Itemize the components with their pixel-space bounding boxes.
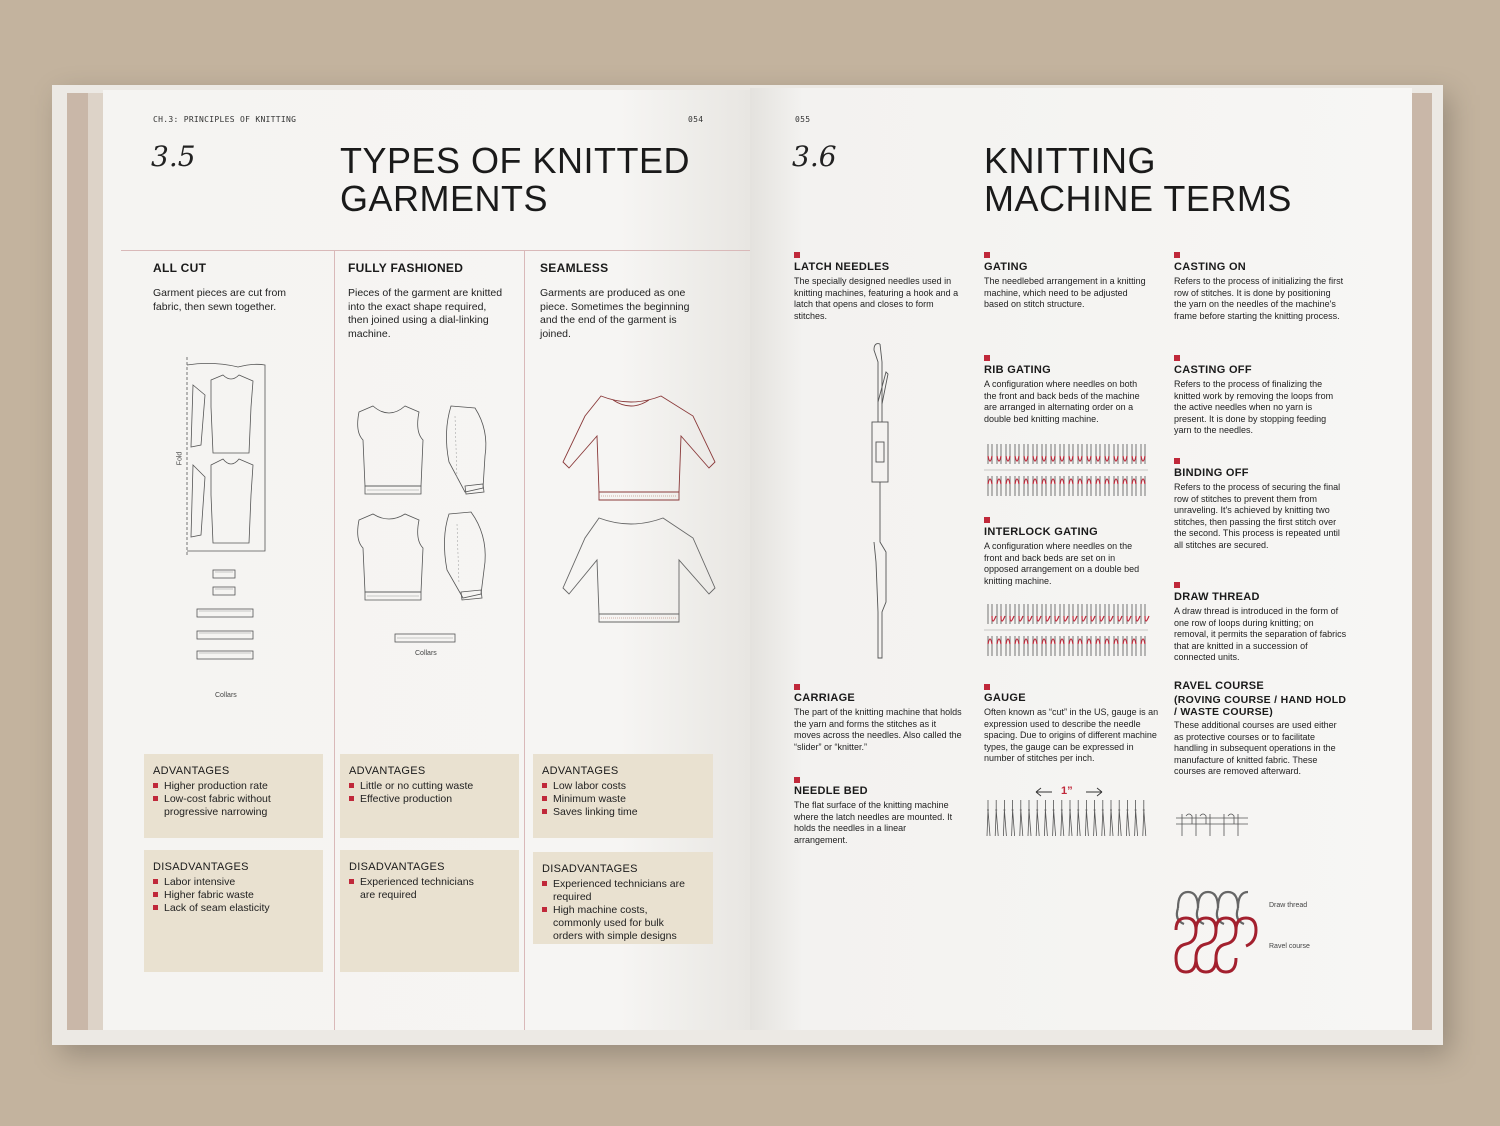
fullyfashioned-disadvantages-heading: DISADVANTAGES: [349, 861, 445, 873]
stitch-loop: [1019, 616, 1023, 621]
needle-mark: [988, 604, 992, 624]
bullet-square: [984, 517, 990, 523]
seamless-sweaters-illustration: [543, 392, 719, 627]
right-page: [750, 88, 1412, 1030]
gauge-needle: [1110, 800, 1113, 836]
gauge-arrows: [1036, 788, 1102, 796]
latch-needle-illustration: [868, 342, 898, 662]
term-latch-needles-text: The specially designed needles used in knitting machines, featuring a hook and a latch that opens and closes to form stitches.: [794, 276, 959, 321]
stitch-loop: [1078, 479, 1082, 484]
seamless-disadvantage-item: High machine costs, commonly used for bulk orders with simple designs: [542, 904, 687, 943]
left-page: [103, 90, 750, 1030]
needle-mark: [1042, 604, 1046, 624]
term-draw-thread-heading: DRAW THREAD: [1174, 591, 1260, 603]
stitch-loop: [1078, 639, 1082, 644]
fullyfashioned-advantage-item: Effective production: [349, 793, 514, 806]
needle-mark: [1141, 604, 1145, 624]
needle-mark: [1096, 604, 1100, 624]
gauge-needle: [1012, 800, 1015, 836]
term-binding-off-text: Refers to the process of securing the final row of stitches to prevent them from unraveling. It's achieved by knitting two stitches, then passing the first stitch over the second. This process is repeated until all stitches are secured.: [1174, 482, 1341, 550]
term-latch-needles-heading: LATCH NEEDLES: [794, 261, 890, 273]
term-carriage-text: The part of the knitting machine that holds the yarn and forms the stitches as it moves across the needles. Also called the “slider” or “knitter.”: [794, 707, 962, 752]
stitch-loop: [1042, 479, 1046, 484]
stitch-loop: [1141, 479, 1145, 484]
seamless-advantages-heading: ADVANTAGES: [542, 765, 619, 777]
needle-mark: [1033, 604, 1037, 624]
seamless-disadvantages-heading: DISADVANTAGES: [542, 863, 638, 875]
needle-mark: [1024, 604, 1028, 624]
stitch-loop: [1060, 639, 1064, 644]
fullyfashioned-advantages-heading: ADVANTAGES: [349, 765, 426, 777]
page-edges-right: [1412, 93, 1432, 1030]
stitch-loop: [997, 639, 1001, 644]
needle-mark: [1069, 604, 1073, 624]
term-gauge-text: Often known as “cut” in the US, gauge is an expression used to describe the needle spacing. Due to origins of different machine types, the gauge can be expressed in number of stitches per inch.: [984, 707, 1159, 763]
stitch-loop: [1064, 616, 1068, 621]
page-edges-left: [67, 93, 89, 1030]
stitch-loop: [1069, 639, 1073, 644]
gauge-needle: [1036, 800, 1039, 836]
term-rib-gating-text: A configuration where needles on both the front and back beds of the machine are arranged in alternating order on a double bed knitting machine.: [984, 379, 1140, 424]
stitch-loop: [1055, 616, 1059, 621]
needle-mark: [1006, 604, 1010, 624]
allcut-advantages-box: [144, 754, 323, 838]
stitch-loop: [1105, 639, 1109, 644]
ravel-course-loops-diagram: [1170, 888, 1260, 978]
gauge-needle: [1085, 800, 1088, 836]
stitch-loop: [1096, 479, 1100, 484]
stitch-loop: [1042, 456, 1046, 461]
gauge-needle: [1135, 800, 1138, 836]
bullet-square: [794, 252, 800, 258]
stitch-loop: [997, 479, 1001, 484]
bullet-square: [984, 252, 990, 258]
allcut-pattern-illustration: [183, 355, 273, 715]
col-seamless-heading: SEAMLESS: [540, 261, 609, 275]
gauge-measure-label: 1”: [1061, 785, 1073, 797]
stitch-loop: [997, 456, 1001, 461]
term-casting-off-heading: CASTING OFF: [1174, 364, 1252, 376]
col-seamless-description: Garments are produced as one piece. Sometimes the beginning and the end of the garment is joined.: [540, 287, 690, 340]
bullet-square: [1174, 458, 1180, 464]
allcut-advantages-heading: ADVANTAGES: [153, 765, 230, 777]
gauge-needle: [1061, 800, 1064, 836]
stitch-loop: [1015, 639, 1019, 644]
stitch-loop: [1118, 616, 1122, 621]
stitch-loop: [1096, 456, 1100, 461]
running-header: CH.3: PRINCIPLES OF KNITTING: [153, 115, 297, 124]
allcut-disadvantage-item: Higher fabric waste: [153, 889, 318, 902]
gauge-needle: [1126, 800, 1129, 836]
stitch-loop: [1060, 456, 1064, 461]
stitch-loop: [1042, 639, 1046, 644]
stitch-loop: [988, 639, 992, 644]
fullyfashioned-collars-label: Collars: [415, 650, 437, 657]
term-casting-on-heading: CASTING ON: [1174, 261, 1247, 273]
stitch-loop: [1091, 616, 1095, 621]
gauge-needle: [987, 800, 990, 836]
seamless-advantage-item: Saves linking time: [542, 806, 707, 819]
stitch-loop: [1145, 616, 1149, 621]
col-fullyfashioned-heading: FULLY FASHIONED: [348, 261, 464, 275]
stitch-loop: [1105, 479, 1109, 484]
term-casting-off-text: Refers to the process of finalizing the knitted work by removing the loops from the active needles when no yarn is present. It is done by stopping feeding yarn to the needles.: [1174, 379, 1334, 435]
gauge-needle: [1118, 800, 1121, 836]
needle-mark: [1123, 604, 1127, 624]
stitch-loop: [1136, 616, 1140, 621]
fullyfashioned-disadvantage-item: Experienced technicians are required: [349, 876, 489, 902]
page-number-right: 055: [795, 115, 811, 124]
gauge-needle: [1020, 800, 1023, 836]
term-ravel-course-text: These additional courses are used either as protective courses or to facilitate handling in subsequent operations in the manufacture of knitted fabric. These courses are removed afterward.: [1174, 720, 1337, 776]
gauge-needle: [1028, 800, 1031, 836]
stitch-loop: [1046, 616, 1050, 621]
stitch-loop: [1015, 479, 1019, 484]
term-casting-on-text: Refers to the process of initializing the first row of stitches. It is done by positioning the yarn on the needles of the machine's frame before starting the knitting process.: [1174, 276, 1344, 321]
gauge-needle: [1094, 800, 1097, 836]
bullet-square: [984, 355, 990, 361]
needle-mark: [1078, 604, 1082, 624]
stitch-loop: [1087, 639, 1091, 644]
stitch-loop: [1114, 639, 1118, 644]
fullyfashioned-pieces-illustration: [353, 402, 498, 652]
stitch-loop: [992, 616, 996, 621]
fold-label: Fold: [176, 451, 184, 466]
seamless-disadvantages-box: [533, 852, 713, 944]
stitch-loop: [1100, 616, 1104, 621]
needle-mark: [1087, 604, 1091, 624]
bullet-square: [984, 684, 990, 690]
bullet-square: [794, 777, 800, 783]
allcut-disadvantages-box: [144, 850, 323, 972]
col-allcut-description: Garment pieces are cut from fabric, then sewn together.: [153, 287, 287, 313]
stitch-loop: [1123, 639, 1127, 644]
stitch-loop: [1127, 616, 1131, 621]
needle-mark: [1105, 604, 1109, 624]
allcut-advantage-item: Higher production rate: [153, 780, 318, 793]
stitch-loop: [1028, 616, 1032, 621]
stitch-loop: [1033, 479, 1037, 484]
gauge-needle: [995, 800, 998, 836]
stitch-loop: [1051, 456, 1055, 461]
stitch-loop: [1024, 639, 1028, 644]
stitch-loop: [1141, 639, 1145, 644]
stitch-loop: [1006, 456, 1010, 461]
seamless-disadvantage-item: Experienced technicians are required: [542, 878, 687, 904]
stitch-loop: [1109, 616, 1113, 621]
interlock-gating-diagram: [984, 602, 1154, 660]
gauge-needle: [1143, 800, 1146, 836]
section-number-left: 3.5: [151, 140, 196, 173]
stitch-loop: [1024, 456, 1028, 461]
stitch-loop: [1006, 479, 1010, 484]
term-interlock-gating-text: A configuration where needles on the front and back beds are set on in opposed arrangement on a double bed knitting machine.: [984, 541, 1140, 586]
allcut-advantage-item: Low-cost fabric without progressive narrowing: [153, 793, 318, 819]
term-interlock-gating-heading: INTERLOCK GATING: [984, 526, 1098, 538]
stitch-loop: [1073, 616, 1077, 621]
ravel-course-needles-diagram: [1174, 810, 1254, 840]
stitch-loop: [1060, 479, 1064, 484]
col-allcut-heading: ALL CUT: [153, 261, 207, 275]
stitch-loop: [1069, 456, 1073, 461]
gauge-needle: [1003, 800, 1006, 836]
gauge-needle: [1044, 800, 1047, 836]
stitch-loop: [1051, 479, 1055, 484]
allcut-disadvantage-item: Labor intensive: [153, 876, 318, 889]
stitch-loop: [1123, 456, 1127, 461]
term-needle-bed-text: The flat surface of the knitting machine where the latch needles are mounted. It holds the needles in a linear arrangement.: [794, 800, 953, 845]
gauge-needle: [1102, 800, 1105, 836]
stitch-loop: [1132, 639, 1136, 644]
gauge-needle: [1069, 800, 1072, 836]
term-carriage-heading: CARRIAGE: [794, 692, 856, 704]
seamless-advantage-item: Minimum waste: [542, 793, 707, 806]
page-title-left: TYPES OF KNITTED GARMENTS: [340, 140, 691, 219]
page-number-left: 054: [688, 115, 704, 124]
stitch-loop: [1069, 479, 1073, 484]
stitch-loop: [1024, 479, 1028, 484]
needle-mark: [1015, 604, 1019, 624]
allcut-disadvantages-heading: DISADVANTAGES: [153, 861, 249, 873]
page-title-right: KNITTING MACHINE TERMS: [984, 140, 1292, 219]
gauge-needle: [1077, 800, 1080, 836]
ravel-course-label: Ravel course: [1269, 943, 1310, 950]
page-edges-left-inner: [88, 93, 103, 1030]
fullyfashioned-disadvantages-box: [340, 850, 519, 972]
stitch-loop: [1033, 639, 1037, 644]
gauge-needles-diagram: [986, 786, 1156, 846]
column-divider-2: [524, 250, 525, 1030]
term-rib-gating-heading: RIB GATING: [984, 364, 1051, 376]
stitch-loop: [1010, 616, 1014, 621]
term-ravel-course-subheading: (ROVING COURSE / HAND HOLD / WASTE COURSE): [1174, 694, 1347, 718]
bullet-square: [1174, 582, 1180, 588]
stitch-loop: [1015, 456, 1019, 461]
term-gauge-heading: GAUGE: [984, 692, 1026, 704]
stitch-loop: [1123, 479, 1127, 484]
stitch-loop: [1132, 456, 1136, 461]
term-binding-off-heading: BINDING OFF: [1174, 467, 1249, 479]
seamless-advantages-box: [533, 754, 713, 838]
term-gating-heading: GATING: [984, 261, 1028, 273]
stitch-loop: [1082, 616, 1086, 621]
fullyfashioned-advantage-item: Little or no cutting waste: [349, 780, 514, 793]
bullet-square: [794, 684, 800, 690]
stitch-loop: [1037, 616, 1041, 621]
stitch-loop: [1051, 639, 1055, 644]
stitch-loop: [1096, 639, 1100, 644]
needle-mark: [1051, 604, 1055, 624]
col-fullyfashioned-description: Pieces of the garment are knitted into the exact shape required, then joined using a dial-linking machine.: [348, 287, 503, 340]
term-draw-thread-text: A draw thread is introduced in the form of one row of loops during knitting; on removal, it permits the separation of fabrics that are knitted in a succession of connected units.: [1174, 606, 1347, 662]
stitch-loop: [1087, 456, 1091, 461]
needle-mark: [1060, 604, 1064, 624]
term-ravel-course-heading: RAVEL COURSE: [1174, 680, 1264, 692]
seamless-advantage-item: Low labor costs: [542, 780, 707, 793]
bullet-square: [1174, 252, 1180, 258]
stitch-loop: [1132, 479, 1136, 484]
column-divider-1: [334, 250, 335, 1030]
needle-mark: [997, 604, 1001, 624]
rib-gating-diagram: [984, 442, 1154, 500]
allcut-collars-label: Collars: [215, 692, 237, 699]
stitch-loop: [1114, 479, 1118, 484]
gauge-needle: [1053, 800, 1056, 836]
stitch-loop: [1087, 479, 1091, 484]
term-needle-bed-heading: NEEDLE BED: [794, 785, 868, 797]
stitch-loop: [1006, 639, 1010, 644]
term-gating-text: The needlebed arrangement in a knitting machine, which need to be adjusted based on stitch structure.: [984, 276, 1146, 309]
stitch-loop: [1033, 456, 1037, 461]
stitch-loop: [988, 456, 992, 461]
needle-mark: [1114, 604, 1118, 624]
draw-thread-label: Draw thread: [1269, 902, 1308, 909]
divider-horizontal: [121, 250, 750, 251]
fullyfashioned-advantages-box: [340, 754, 519, 838]
bullet-square: [1174, 355, 1180, 361]
needle-mark: [1132, 604, 1136, 624]
allcut-disadvantage-item: Lack of seam elasticity: [153, 902, 318, 915]
stitch-loop: [1078, 456, 1082, 461]
section-number-right: 3.6: [792, 140, 837, 173]
stitch-loop: [1141, 456, 1145, 461]
stitch-loop: [1105, 456, 1109, 461]
stitch-loop: [988, 479, 992, 484]
stitch-loop: [1114, 456, 1118, 461]
stitch-loop: [1001, 616, 1005, 621]
